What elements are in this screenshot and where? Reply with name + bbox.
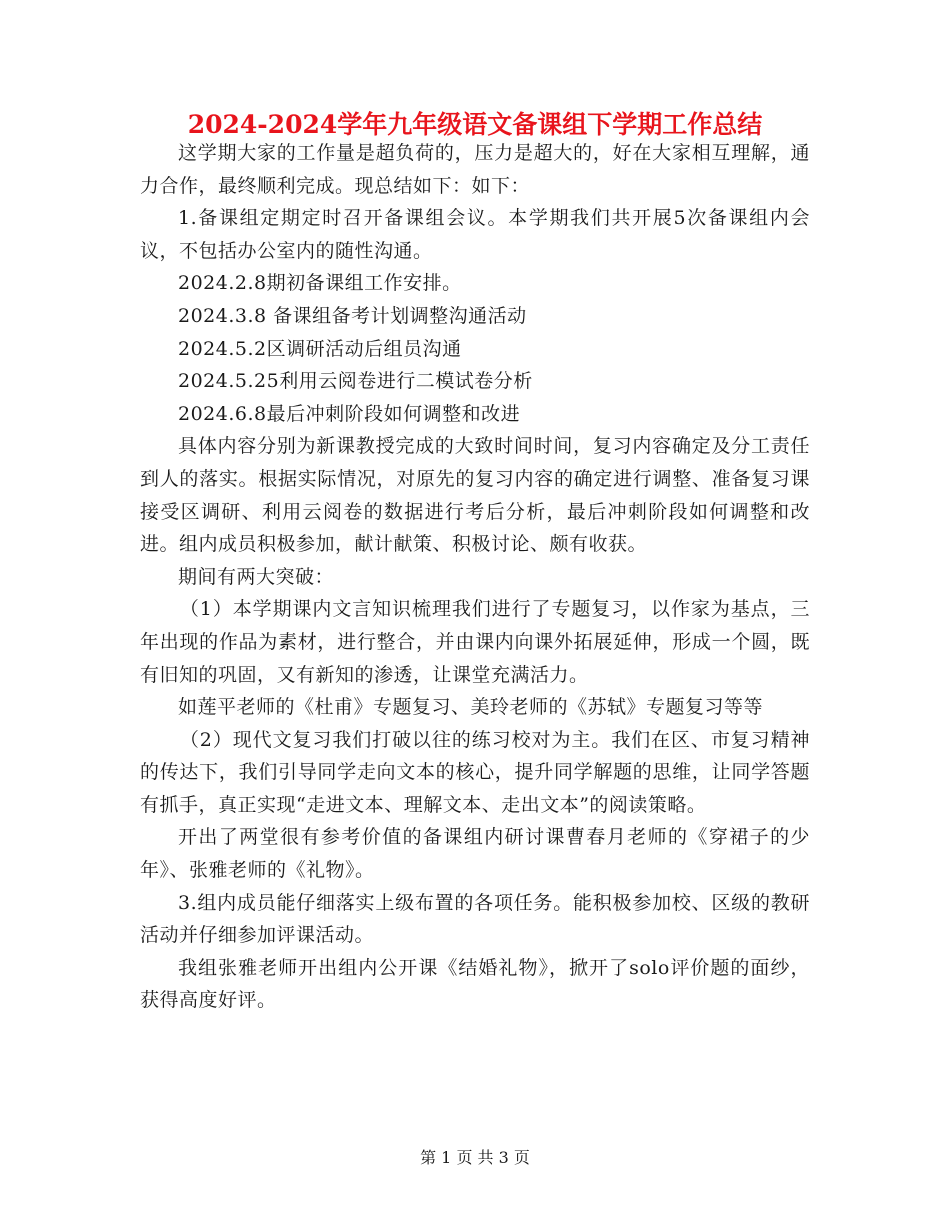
paragraph-example-2: 开出了两堂很有参考价值的备课组内研讨课曹春月老师的《穿裙子的少年》、张雅老师的《礼物》。 bbox=[140, 826, 810, 882]
meeting-item-4: 2024.5.25利用云阅卷进行二模试卷分析 bbox=[178, 370, 533, 393]
meeting-item-1: 2024.2.8期初备课组工作安排。 bbox=[178, 272, 462, 295]
paragraph-meetings: 1.备课组定期定时召开备课组会议。本学期我们共开展5次备课组内会议，不包括办公室内的随性沟通。 bbox=[140, 207, 810, 262]
paragraph-tasks: 3.组内成员能仔细落实上级布置的各项任务。能积极参加校、区级的教研活动并仔细参加评课活动。 bbox=[140, 891, 810, 947]
paragraph-breakthroughs: 期间有两大突破： bbox=[178, 565, 335, 588]
paragraph-breakthrough-1: （1）本学期课内文言知识梳理我们进行了专题复习，以作家为基点，三年出现的作品为素材，进行整合，并由课内向课外拓展延伸，形成一个圆，既有旧知的巩固，又有新知的渗透，让课堂充满活力。 bbox=[140, 598, 810, 686]
document-body bbox=[140, 137, 810, 1017]
page-footer: 第 1 页 共 3 页 bbox=[420, 1148, 530, 1167]
meeting-item-3: 2024.5.2区调研活动后组员沟通 bbox=[178, 337, 462, 360]
meeting-item-2: 2024.3.8 备课组备考计划调整沟通活动 bbox=[178, 304, 527, 327]
meeting-item-5: 2024.6.8最后冲刺阶段如何调整和改进 bbox=[178, 402, 521, 425]
paragraph-content: 具体内容分别为新课教授完成的大致时间时间，复习内容确定及分工责任到人的落实。根据实际情况，对原先的复习内容的确定进行调整、准备复习课接受区调研、利用云阅卷的数据进行考后分析，最后冲刺阶段如何调整和改进。组内成员积极参加，献计献策、积极讨论、颇有收获。 bbox=[140, 435, 810, 556]
paragraph-intro: 这学期大家的工作量是超负荷的，压力是超大的，好在大家相互理解，通力合作，最终顺利完成。现总结如下：如下： bbox=[140, 142, 810, 197]
paragraph-open-class: 我组张雅老师开出组内公开课《结婚礼物》，掀开了solo评价题的面纱，获得高度好评。 bbox=[140, 956, 810, 1012]
paragraph-breakthrough-2: （2）现代文复习我们打破以往的练习校对为主。我们在区、市复习精神的传达下，我们引导同学走向文本的核心，提升同学解题的思维，让同学答题有抓手，真正实现“走进文本、理解文本、走出文本”的阅读策略。 bbox=[140, 728, 810, 816]
document-title: 2024-2024学年九年级语文备课组下学期工作总结 bbox=[187, 110, 763, 139]
paragraph-example-1: 如莲平老师的《杜甫》专题复习、美玲老师的《苏轼》专题复习等等 bbox=[178, 696, 764, 719]
